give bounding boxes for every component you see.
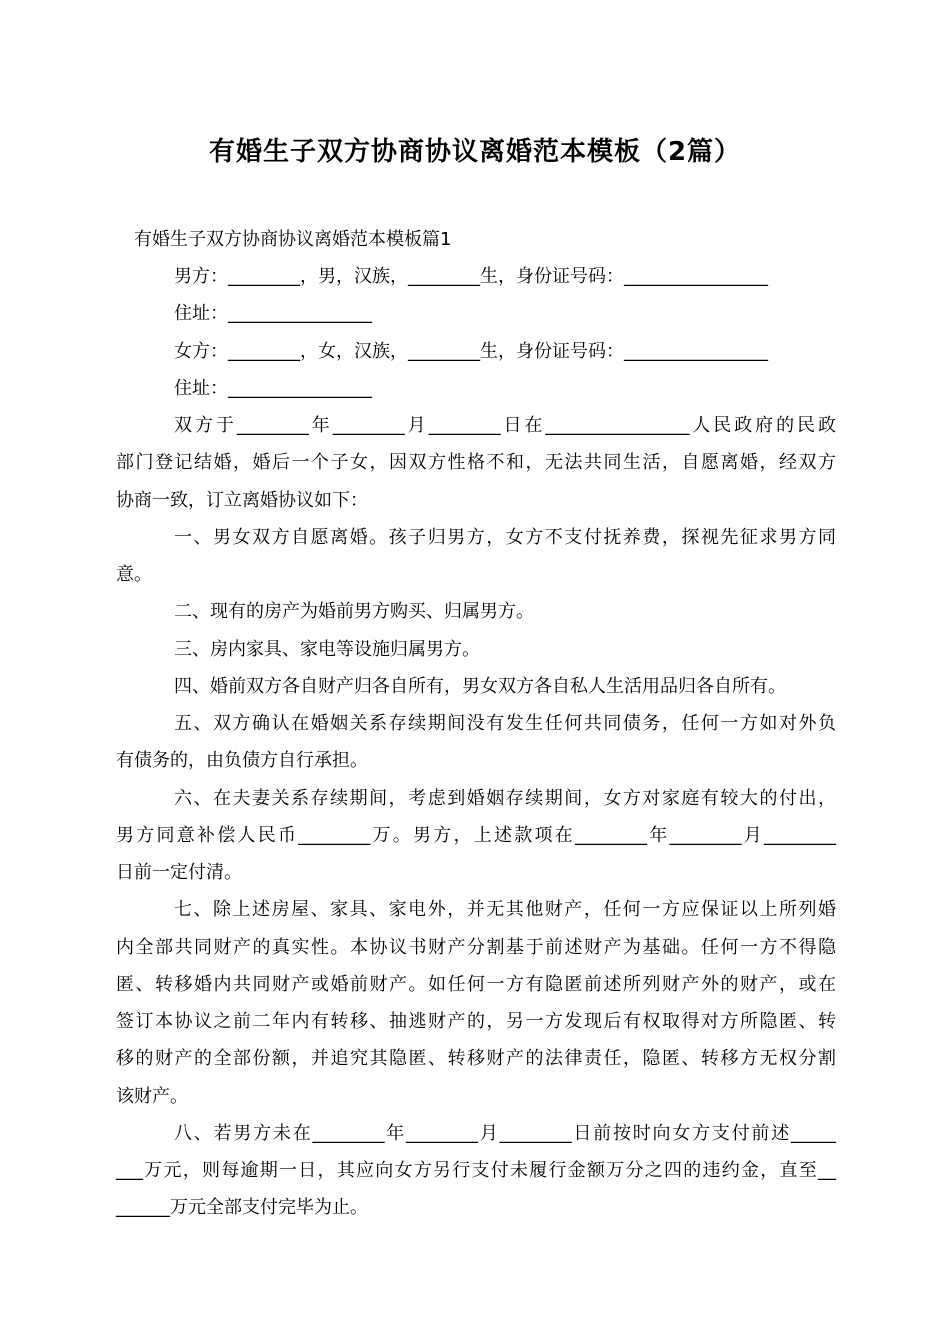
party-female-line: 女方：________，女，汉族，________生，身份证号码：________________ — [174, 341, 768, 362]
paragraph-intro-line: 协商一致，订立离婚协议如下： — [116, 490, 368, 511]
clause-1-line: 意。 — [116, 564, 152, 585]
paragraph-intro-line: 部门登记结婚，婚后一个子女，因双方性格不和，无法共同生活，自愿离婚，经双方 — [116, 452, 836, 473]
clause-5-line: 五、双方确认在婚姻关系存续期间没有发生任何共同债务，任何一方如对外负 — [174, 713, 836, 734]
clause-8-line: 八、若男方未在________年________月________日前按时向女方支付前述_____ — [174, 1123, 836, 1144]
clause-2-line: 二、现有的房产为婚前男方购买、归属男方。 — [174, 601, 534, 622]
clause-7-line: 匿、转移婚内共同财产或婚前财产。如任何一方有隐匿前述所列财产外的财产，或在 — [116, 974, 836, 995]
clause-1-line: 一、男女双方自愿离婚。孩子归男方，女方不支付抚养费，探视先征求男方同 — [174, 527, 836, 548]
clause-8-line: ______万元全部支付完毕为止。 — [116, 1197, 368, 1218]
party-male-line: 男方：________，男，汉族，________生，身份证号码：________________ — [174, 266, 768, 287]
clause-7-line: 七、除上述房屋、家具、家电外，并无其他财产，任何一方应保证以上所列婚 — [174, 899, 836, 920]
clause-7-line: 签订本协议之前二年内有转移、抽逃财产的，另一方发现后有权取得对方所隐匿、转 — [116, 1011, 836, 1032]
clause-6-line: 日前一定付清。 — [116, 862, 242, 883]
address-female-line: 住址：________________ — [174, 378, 372, 399]
clause-3-line: 三、房内家具、家电等设施归属男方。 — [174, 639, 480, 660]
section-subtitle: 有婚生子双方协商协议离婚范本模板篇1 — [134, 229, 452, 250]
clause-4-line: 四、婚前双方各自财产归各自所有，男女双方各自私人生活用品归各自所有。 — [174, 676, 786, 697]
clause-7-line: 该财产。 — [116, 1086, 188, 1107]
clause-7-line: 内全部共同财产的真实性。本协议书财产分割基于前述财产为基础。任何一方不得隐 — [116, 937, 836, 958]
paragraph-intro-line: 双方于________年________月________日在________________人民政府的民政 — [174, 415, 836, 436]
clause-7-line: 移的财产的全部份额，并追究其隐匿、转移财产的法律责任，隐匿、转移方无权分割 — [116, 1048, 836, 1069]
clause-6-line: 六、在夫妻关系存续期间，考虑到婚姻存续期间，女方对家庭有较大的付出， — [174, 788, 836, 809]
clause-5-line: 有债务的，由负债方自行承担。 — [116, 750, 368, 771]
address-male-line: 住址：________________ — [174, 303, 372, 324]
clause-8-line: ___万元，则每逾期一日，其应向女方另行支付未履行金额万分之四的违约金，直至__ — [116, 1160, 836, 1181]
document-title: 有婚生子双方协商协议离婚范本模板（2篇） — [208, 137, 742, 167]
clause-6-line: 男方同意补偿人民币________万。男方，上述款项在________年________月________ — [116, 825, 836, 846]
